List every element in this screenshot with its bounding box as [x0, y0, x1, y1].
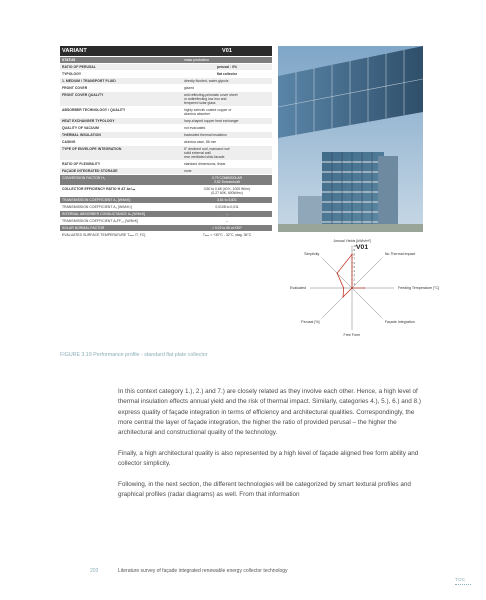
table-row [60, 107, 272, 117]
row-value [182, 71, 272, 77]
row-value [182, 186, 272, 196]
radar-axis-label: Façade Integration [384, 319, 415, 324]
row-label: SOLAR NORMAL FACTOR [60, 225, 182, 231]
radar-point [351, 254, 352, 255]
radar-title: V01 [356, 244, 369, 251]
figure-caption: FIGURE 3.19 Performance profile - standard flat plate collector [60, 352, 208, 358]
row-label: ABSORBER TECHNOLOGY / QUALITY [60, 107, 182, 117]
radar-axis-line [352, 288, 382, 318]
row-value [182, 161, 272, 167]
table-row [60, 118, 272, 124]
row-value-line: perusal : 0% [217, 65, 237, 69]
row-value-line: 0,0108 to 0,011 [215, 205, 239, 209]
radar-axis-label: No Thermal Impact [384, 252, 416, 257]
row-value-line: 0,82 Sonnenkraft [214, 180, 240, 184]
radar-tick-label: 2 [353, 278, 355, 282]
row-value [182, 78, 272, 84]
row-value-line: flat collector [216, 72, 238, 76]
table-row [60, 197, 272, 203]
row-value-line: not evacuated [184, 126, 206, 130]
row-value-line: rear ventilated stick-facade [184, 155, 225, 159]
row-label: HEAT EXCHANGER TYPOLOGY [60, 118, 182, 124]
row-value [182, 218, 272, 224]
row-value [182, 146, 272, 160]
radar-point [337, 273, 338, 274]
running-title: Literature survey of façade integrated renewable energy collector technology [118, 568, 288, 574]
radar-series-polygon [337, 254, 364, 297]
table-row [60, 225, 272, 231]
body-text [118, 387, 430, 511]
radar-tick-label: 6 [353, 261, 355, 265]
row-label: TRANSMISSION COEFFICIENT A₂ [W/M²K²] [60, 204, 182, 210]
table-row [60, 78, 272, 84]
row-value-line: (0,27 60K, 600W/m²) [211, 191, 243, 195]
radar-axis-label: Evaluated [290, 286, 306, 290]
radar-tick-label: 4 [353, 270, 355, 274]
row-value-line: – [226, 219, 228, 223]
table-row [60, 186, 272, 196]
row-label: FRONT COVER QUALITY [60, 92, 182, 106]
row-label: TRANSMISSION COEFFICIENT AₑFF,₁₀ [W/M²K] [60, 218, 182, 224]
radar-axis-line [352, 258, 382, 288]
table-row [60, 139, 272, 145]
page-number: 203 [90, 568, 99, 574]
table-row [60, 232, 272, 238]
table-header-row [60, 46, 272, 56]
toc-link[interactable]: TOC [455, 577, 466, 582]
table-row [60, 85, 272, 91]
row-value-line: glazed [184, 86, 194, 90]
row-value-line: solid external wall [184, 151, 211, 155]
row-value-line: highly selectiv coated copper or [184, 108, 232, 112]
table-row [60, 161, 272, 167]
radar-tick-label: 1 [353, 282, 355, 286]
row-value-line: standard dimensions, linear [184, 162, 226, 166]
row-label: INTERNAL ABSORBER CONDUCTANCE Uₐ [W/M²K] [60, 211, 182, 217]
table-row [60, 146, 272, 160]
table-row [60, 211, 272, 217]
row-value [182, 197, 272, 203]
row-value-line: anti-reflecting-prismatic cover sheet [184, 93, 238, 97]
row-value-line: 5° declined roof, mansard roof [184, 147, 230, 151]
radar-point [342, 296, 343, 297]
row-value [182, 107, 272, 117]
row-value [182, 64, 272, 70]
row-value [182, 132, 272, 138]
row-label: CASING [60, 139, 182, 145]
toc-underline [455, 584, 471, 585]
radar-tick-label: 8 [353, 253, 355, 257]
row-value [182, 57, 272, 63]
table-row [60, 218, 272, 224]
row-label: QUALITY OF VACUUM [60, 125, 182, 131]
row-value-line: 0,50 to 0,65 (40 K, 1000 W/m²) [203, 187, 251, 191]
row-label: COLLECTOR EFFICIENCY RATIO Η AT Δᴛ/ₑₘ [60, 186, 182, 196]
variant-value: V01 [182, 46, 272, 56]
row-label: TYPE OF ENVELOPE INTEGRATION [60, 146, 182, 160]
row-value-line: 3,61 to 3,821 [217, 198, 237, 202]
table-row [60, 175, 272, 185]
row-value-line: none [184, 169, 192, 173]
table-row [60, 125, 272, 131]
row-label: 1. MEDIUM / TRANSPORT FLUID [60, 78, 182, 84]
table-row [60, 132, 272, 138]
row-value-line: tempered solar glass [184, 101, 216, 105]
paragraph: Following, in the next section, the different technologies will be categorized by smart textural profiles and graphical profiles (radar diagrams) as well. From that information [118, 480, 411, 498]
row-value-line: – [226, 212, 228, 216]
row-label: THERMAL INSULATION [60, 132, 182, 138]
radar-axis-label: Simplicity [304, 252, 320, 257]
table-row [60, 168, 272, 174]
radar-axis-label: Perusal [%] [301, 319, 320, 324]
radar-axis-label: Feeding Temperature [°C] [398, 286, 440, 290]
row-value-line: harp-shaped copper heat exchanger [184, 119, 239, 123]
row-label: RATIO OF PERUSAL [60, 64, 182, 70]
row-value [182, 225, 272, 231]
row-value-line: alumina absorber [184, 112, 211, 116]
radar-point [364, 287, 365, 288]
table-row [60, 71, 272, 77]
table-row [60, 92, 272, 106]
paragraph: Finally, a high architectural quality is also represented by a high level of façade aligned free form ability and collector simplicity. [118, 449, 419, 468]
row-value-line: alumina case, 86 mm [184, 140, 217, 144]
paragraph: In this context category 1.), 2.) and 7.) are closely related as they involve each other. Hence, a high level of thermal insulation effects annual yield and the risk of thermal impact. Similarly, categories 4.), 5.), 6.) and 8.) express quality of façade integration in terms of efficiency and architectural qualities. Correspondingly, the more central the layer of façade integration, the higher the ratio of provided perusal – the higher the architectural and constructional quality of the technology. [118, 388, 421, 437]
row-label: EVALUATED SURFACE TEMPERATURE Tₘₐₓ /T, FC] [60, 232, 182, 238]
row-value [182, 85, 272, 91]
radar-tick-label: 5 [353, 266, 355, 269]
row-label: CONVERSION FACTOR Η₀ [60, 175, 182, 185]
row-value-line: backsided thermal insulation [184, 133, 227, 137]
radar-axis-label: Annual Yields [kWh/m²] [333, 239, 371, 243]
row-value [182, 139, 272, 145]
row-value-line: 0,79 COMBISOLAR [211, 176, 243, 180]
row-value [182, 204, 272, 210]
row-value [182, 175, 272, 185]
row-value-line: or antireflecting low iron and [184, 97, 227, 101]
radar-tick-label: 9 [353, 249, 355, 253]
table-row [60, 204, 272, 210]
row-value [182, 118, 272, 124]
table-rows [60, 57, 272, 238]
row-value [182, 168, 272, 174]
row-value [182, 211, 272, 217]
radar-point [343, 287, 344, 288]
row-value [182, 92, 272, 106]
row-value-line: > 0,02 to 06 at K50° [211, 226, 243, 230]
row-label: TRANSMISSION COEFFICIENT A₁ [W/M²K] [60, 197, 182, 203]
performance-table [60, 46, 272, 239]
row-label: TYPOLOGY [60, 71, 182, 77]
table-row [60, 57, 272, 63]
row-label: FAÇADE INTEGRATED STORAGE [60, 168, 182, 174]
building-facade-with-solar-collectors-photo [278, 46, 423, 232]
radar-tick-label: 3 [353, 274, 355, 278]
row-value [182, 232, 272, 238]
row-label: FRONT COVER [60, 85, 182, 91]
row-value-line: mass production [184, 58, 209, 62]
radar-axis-label: Free Form [343, 333, 361, 337]
row-label: RATIO OF FLEXIBILITY [60, 161, 182, 167]
row-value [182, 125, 272, 131]
variant-label: VARIANT [60, 46, 182, 56]
radar-point [351, 287, 352, 288]
radar-tick-label: 10 [353, 245, 357, 248]
row-value-line: Tₘₐₓ = +30°C - 32°C, stag. 36°C [202, 233, 252, 237]
row-label: STATUS [60, 57, 182, 63]
table-row [60, 64, 272, 70]
radar-tick-label: 7 [353, 257, 355, 261]
row-value-line: directly flooded, water-glycols [184, 79, 229, 83]
